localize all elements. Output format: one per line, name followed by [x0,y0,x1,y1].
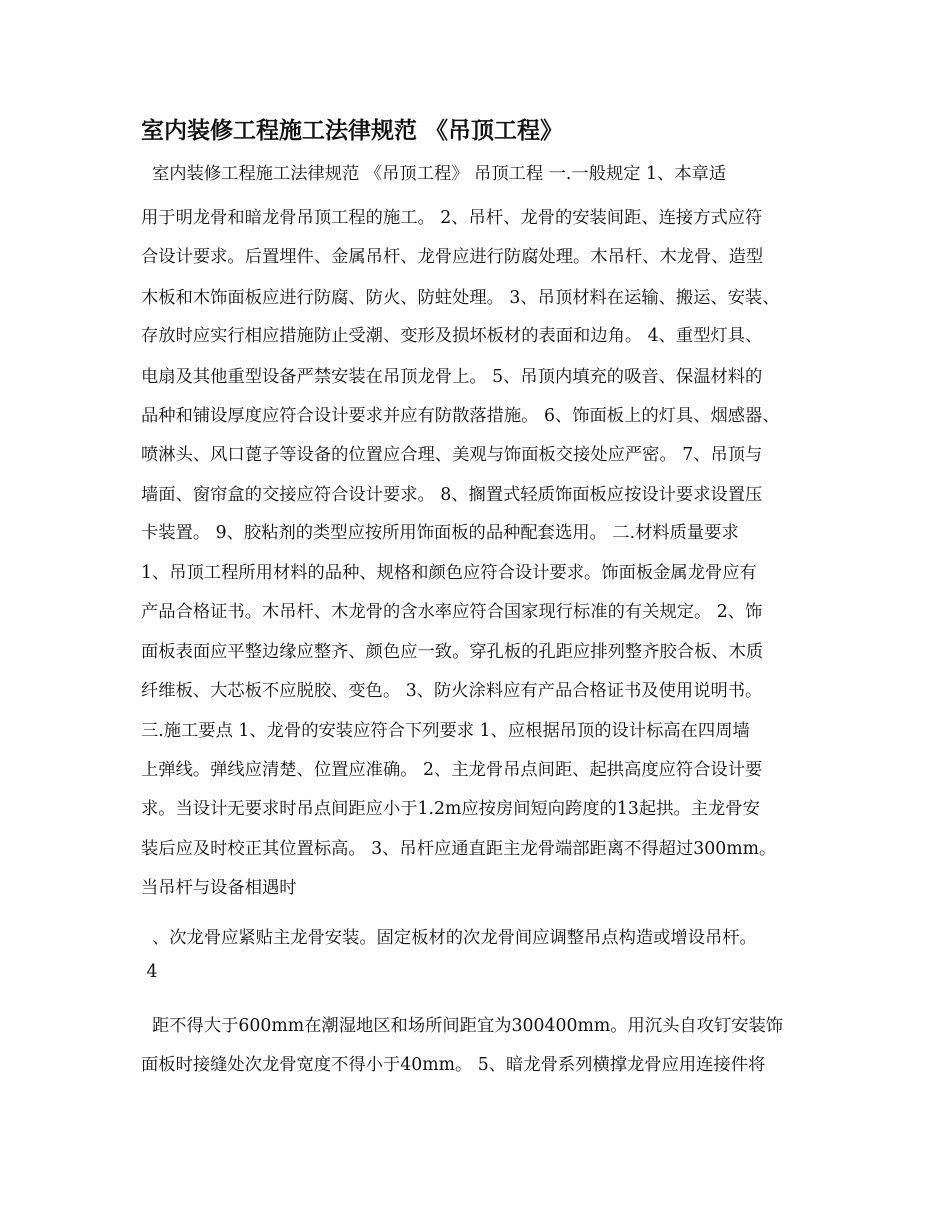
text-line: 1、吊顶工程所用材料的品种、规格和颜色应符合设计要求。饰面板金属龙骨应有 [141,563,757,583]
text-line: 产品合格证书。木吊杆、木龙骨的含水率应符合国家现行标准的有关规定。 2、饰 [141,602,763,622]
text-line: 求。当设计无要求时吊点间距应小于1.2m应按房间短向跨度的13起拱。主龙骨安 [141,799,760,819]
text-line: 三.施工要点 1、龙骨的安装应符合下列要求 1、应根据吊顶的设计标高在四周墙 [141,721,750,741]
text-line: 4 [141,962,158,982]
text-line: 当吊杆与设备相遇时 [141,878,297,898]
text-line: 存放时应实行相应措施防止受潮、变形及损坏板材的表面和边角。 4、重型灯具、 [141,326,763,346]
text-line: 电扇及其他重型设备严禁安装在吊顶龙骨上。 5、吊顶内填充的吸音、保温材料的 [141,367,763,387]
text-line: 墙面、窗帘盒的交接应符合设计要求。 8、搁置式轻质饰面板应按设计要求设置压 [141,485,763,505]
text-line: 品种和铺设厚度应符合设计要求并应有防散落措施。 6、饰面板上的灯具、烟感器、 [141,406,780,426]
text-line: 上弹线。弹线应清楚、位置应准确。 2、主龙骨吊点间距、起拱高度应符合设计要 [141,760,763,780]
text-line: 面板表面应平整边缘应整齐、颜色应一致。穿孔板的孔距应排列整齐胶合板、木质 [141,642,764,662]
document-title: 室内装修工程施工法律规范 《吊顶工程》 [141,117,564,144]
text-line: 面板时接缝处次龙骨宽度不得小于40mm。 5、暗龙骨系列横撑龙骨应用连接件将 [141,1055,766,1075]
text-line: 距不得大于600mm在潮湿地区和场所间距宜为300400mm。用沉头自攻钉安装饰 [141,1016,784,1036]
text-line: 用于明龙骨和暗龙骨吊顶工程的施工。 2、吊杆、龙骨的安装间距、连接方式应符 [141,208,763,228]
text-line: 、次龙骨应紧贴主龙骨安装。固定板材的次龙骨间应调整吊点构造或增设吊杆。 [141,928,757,948]
text-line: 装后应及时校正其位置标高。 3、吊杆应通直距主龙骨端部距离不得超过300mm。 [141,839,777,859]
text-line: 卡装置。 9、胶粘剂的类型应按所用饰面板的品种配套选用。 二.材料质量要求 [141,523,739,543]
text-line: 喷淋头、风口蓖子等设备的位置应合理、美观与饰面板交接处应严密。 7、吊顶与 [141,445,763,465]
text-line: 合设计要求。后置埋件、金属吊杆、龙骨应进行防腐处理。木吊杆、木龙骨、造型 [141,247,764,267]
text-line: 室内装修工程施工法律规范 《吊顶工程》 吊顶工程 一.一般规定 1、本章适 [141,164,727,184]
text-line: 纤维板、大芯板不应脱胶、变色。 3、防火涂料应有产品合格证书及使用说明书。 [141,681,763,701]
text-line: 木板和木饰面板应进行防腐、防火、防蛀处理。 3、吊顶材料在运输、搬运、安装、 [141,288,780,308]
